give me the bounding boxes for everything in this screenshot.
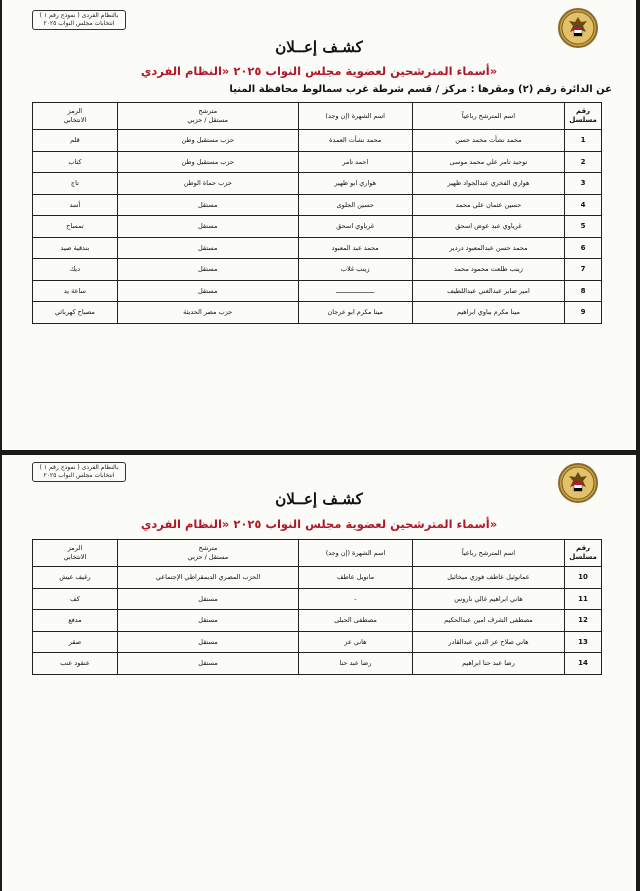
cell-name: حسين عثمان علي محمد bbox=[412, 194, 564, 216]
cell-party: مستقل bbox=[117, 631, 298, 653]
header-serial: رقم مسلسل bbox=[565, 540, 602, 567]
cell-symbol: ديك bbox=[33, 259, 118, 281]
cell-symbol: مصباح كهربائي bbox=[33, 302, 118, 324]
cell-serial: 5 bbox=[565, 216, 602, 238]
form-stamp bbox=[32, 462, 126, 482]
cell-serial: 8 bbox=[565, 280, 602, 302]
cell-name: هاني ابراهيم غالي ناروس bbox=[412, 588, 564, 610]
district-line: عن الدائرة رقم (٢) ومقرها : مركز / قسم شرطة غرب سمالوط محافظة المنيا bbox=[229, 84, 612, 95]
cell-party: الحزب المصري الديمقراطي الإجتماعي bbox=[117, 567, 298, 589]
cell-name: غرياوي عبد عوض اسحق bbox=[412, 216, 564, 238]
cell-symbol: كف bbox=[33, 588, 118, 610]
header-name: اسم المترشح رباعياً bbox=[412, 103, 564, 130]
table-row bbox=[33, 216, 602, 238]
announcement-sheet-1 bbox=[2, 0, 636, 450]
cell-name: امير صابر عبدالغني عبداللطيف bbox=[412, 280, 564, 302]
cell-name: توحيد تامر علي محمد موسى bbox=[412, 151, 564, 173]
cell-serial: 12 bbox=[565, 610, 602, 632]
cell-party: مستقل bbox=[117, 259, 298, 281]
cell-fame: ــــــــــــــــــــ bbox=[298, 280, 412, 302]
cell-fame: مينا مكرم ابو عرجان bbox=[298, 302, 412, 324]
cell-symbol: عنقود عنب bbox=[33, 653, 118, 675]
form-stamp-line2: انتخابات مجلس النواب ٢٠٢٥ bbox=[43, 20, 115, 27]
cell-serial: 7 bbox=[565, 259, 602, 281]
cell-symbol: ساعة يد bbox=[33, 280, 118, 302]
table-row bbox=[33, 610, 602, 632]
cell-fame: مصطفى الحبلى bbox=[299, 610, 413, 632]
cell-party: مستقل bbox=[117, 588, 298, 610]
cell-serial: 4 bbox=[565, 194, 602, 216]
table-row bbox=[33, 302, 602, 324]
table-row bbox=[33, 567, 602, 589]
cell-party: مستقل bbox=[117, 216, 298, 238]
cell-name: عمانوئيل عاطف فوزي ميخائيل bbox=[412, 567, 564, 589]
cell-name: هاني صلاح عز الدين عبدالقادر bbox=[412, 631, 564, 653]
table-header-row bbox=[33, 540, 602, 567]
cell-name: محمد نشأت محمد حسن bbox=[412, 130, 564, 152]
form-stamp-line2: انتخابات مجلس النواب ٢٠٢٥ bbox=[43, 472, 115, 479]
cell-fame: غرياوي اسحق bbox=[298, 216, 412, 238]
cell-serial: 11 bbox=[565, 588, 602, 610]
page-subtitle: أسماء المترشحين لعضوية مجلس النواب ٢٠٢٥ «النظام الفردي» bbox=[140, 517, 498, 531]
form-stamp-line1: ( نموذج رقم ١ ) بالنظام الفردى bbox=[39, 12, 119, 19]
announcement-sheet-2 bbox=[2, 455, 636, 891]
table-row bbox=[33, 653, 602, 675]
cell-symbol: قلم bbox=[33, 130, 118, 152]
header-name: اسم المترشح رباعياً bbox=[412, 540, 564, 567]
table-row bbox=[33, 259, 602, 281]
table-row bbox=[33, 588, 602, 610]
header-party: مترشح مستقل / حزبي bbox=[117, 103, 298, 130]
cell-symbol: كتاب bbox=[33, 151, 118, 173]
cell-fame: محمد عبد المعبود bbox=[298, 237, 412, 259]
cell-name: زينب طلعت محمود محمد bbox=[412, 259, 564, 281]
page-title: كشـف إعــلان bbox=[275, 490, 363, 508]
header-fame: اسم الشهرة (إن وجد) bbox=[298, 103, 412, 130]
cell-fame: محمد نشأت العمدة bbox=[298, 130, 412, 152]
cell-name: رضا عبد حنا ابراهيم bbox=[412, 653, 564, 675]
table-header-row bbox=[33, 103, 602, 130]
cell-party: مستقل bbox=[117, 653, 298, 675]
cell-party: حزب حماة الوطن bbox=[117, 173, 298, 195]
cell-party: مستقل bbox=[117, 280, 298, 302]
cell-serial: 2 bbox=[565, 151, 602, 173]
cell-party: حزب مستقبل وطن bbox=[117, 130, 298, 152]
cell-name: مصطفى الشرف امين عبدالحكيم bbox=[412, 610, 564, 632]
cell-fame: هاني عز bbox=[299, 631, 413, 653]
cell-party: مستقل bbox=[117, 610, 298, 632]
cell-serial: 1 bbox=[565, 130, 602, 152]
cell-fame: رضا عبد حنا bbox=[299, 653, 413, 675]
cell-name: مينا مكرم بباوي ابراهيم bbox=[412, 302, 564, 324]
cell-symbol: تمساح bbox=[33, 216, 118, 238]
form-stamp-line1: ( نموذج رقم ١ ) بالنظام الفردى bbox=[39, 464, 119, 471]
cell-symbol: بندقية صيد bbox=[33, 237, 118, 259]
cell-serial: 6 bbox=[565, 237, 602, 259]
header-fame: اسم الشهرة (إن وجد) bbox=[299, 540, 413, 567]
candidates-table-1 bbox=[32, 102, 602, 324]
header-party: مترشح مستقل / حزبي bbox=[117, 540, 298, 567]
table-row bbox=[33, 237, 602, 259]
header-symbol: الرمز الانتخابي bbox=[33, 540, 118, 567]
cell-party: مستقل bbox=[117, 194, 298, 216]
header-symbol: الرمز الانتخابي bbox=[33, 103, 118, 130]
cell-symbol: أسد bbox=[33, 194, 118, 216]
cell-name: هواري الفخري عبدالجواد ظهير bbox=[412, 173, 564, 195]
cell-fame: مانويل عاطف bbox=[299, 567, 413, 589]
cell-party: حزب مستقبل وطن bbox=[117, 151, 298, 173]
table-row bbox=[33, 151, 602, 173]
cell-fame: احمد تامر bbox=[298, 151, 412, 173]
cell-fame: هواري ابو ظهير bbox=[298, 173, 412, 195]
table-row bbox=[33, 631, 602, 653]
table-row bbox=[33, 130, 602, 152]
form-stamp bbox=[32, 10, 126, 30]
cell-party: حزب مصر الحديثة bbox=[117, 302, 298, 324]
header-serial: رقم مسلسل bbox=[565, 103, 602, 130]
cell-serial: 9 bbox=[565, 302, 602, 324]
cell-serial: 13 bbox=[565, 631, 602, 653]
cell-serial: 3 bbox=[565, 173, 602, 195]
table-row bbox=[33, 173, 602, 195]
cell-symbol: رغيف عيش bbox=[33, 567, 118, 589]
cell-symbol: تاج bbox=[33, 173, 118, 195]
cell-serial: 10 bbox=[565, 567, 602, 589]
candidates-table-2 bbox=[32, 539, 602, 675]
cell-symbol: مدفع bbox=[33, 610, 118, 632]
cell-fame: حسين الجلوى bbox=[298, 194, 412, 216]
cell-party: مستقل bbox=[117, 237, 298, 259]
cell-symbol: صقر bbox=[33, 631, 118, 653]
cell-fame: - bbox=[299, 588, 413, 610]
page-subtitle: أسماء المترشحين لعضوية مجلس النواب ٢٠٢٥ «النظام الفردي» bbox=[140, 64, 498, 78]
table-row bbox=[33, 280, 602, 302]
cell-fame: زينب غلاب bbox=[298, 259, 412, 281]
cell-name: محمد حسن عبدالمعبود دردير bbox=[412, 237, 564, 259]
table-row bbox=[33, 194, 602, 216]
cell-serial: 14 bbox=[565, 653, 602, 675]
page-title: كشـف إعــلان bbox=[275, 38, 363, 56]
